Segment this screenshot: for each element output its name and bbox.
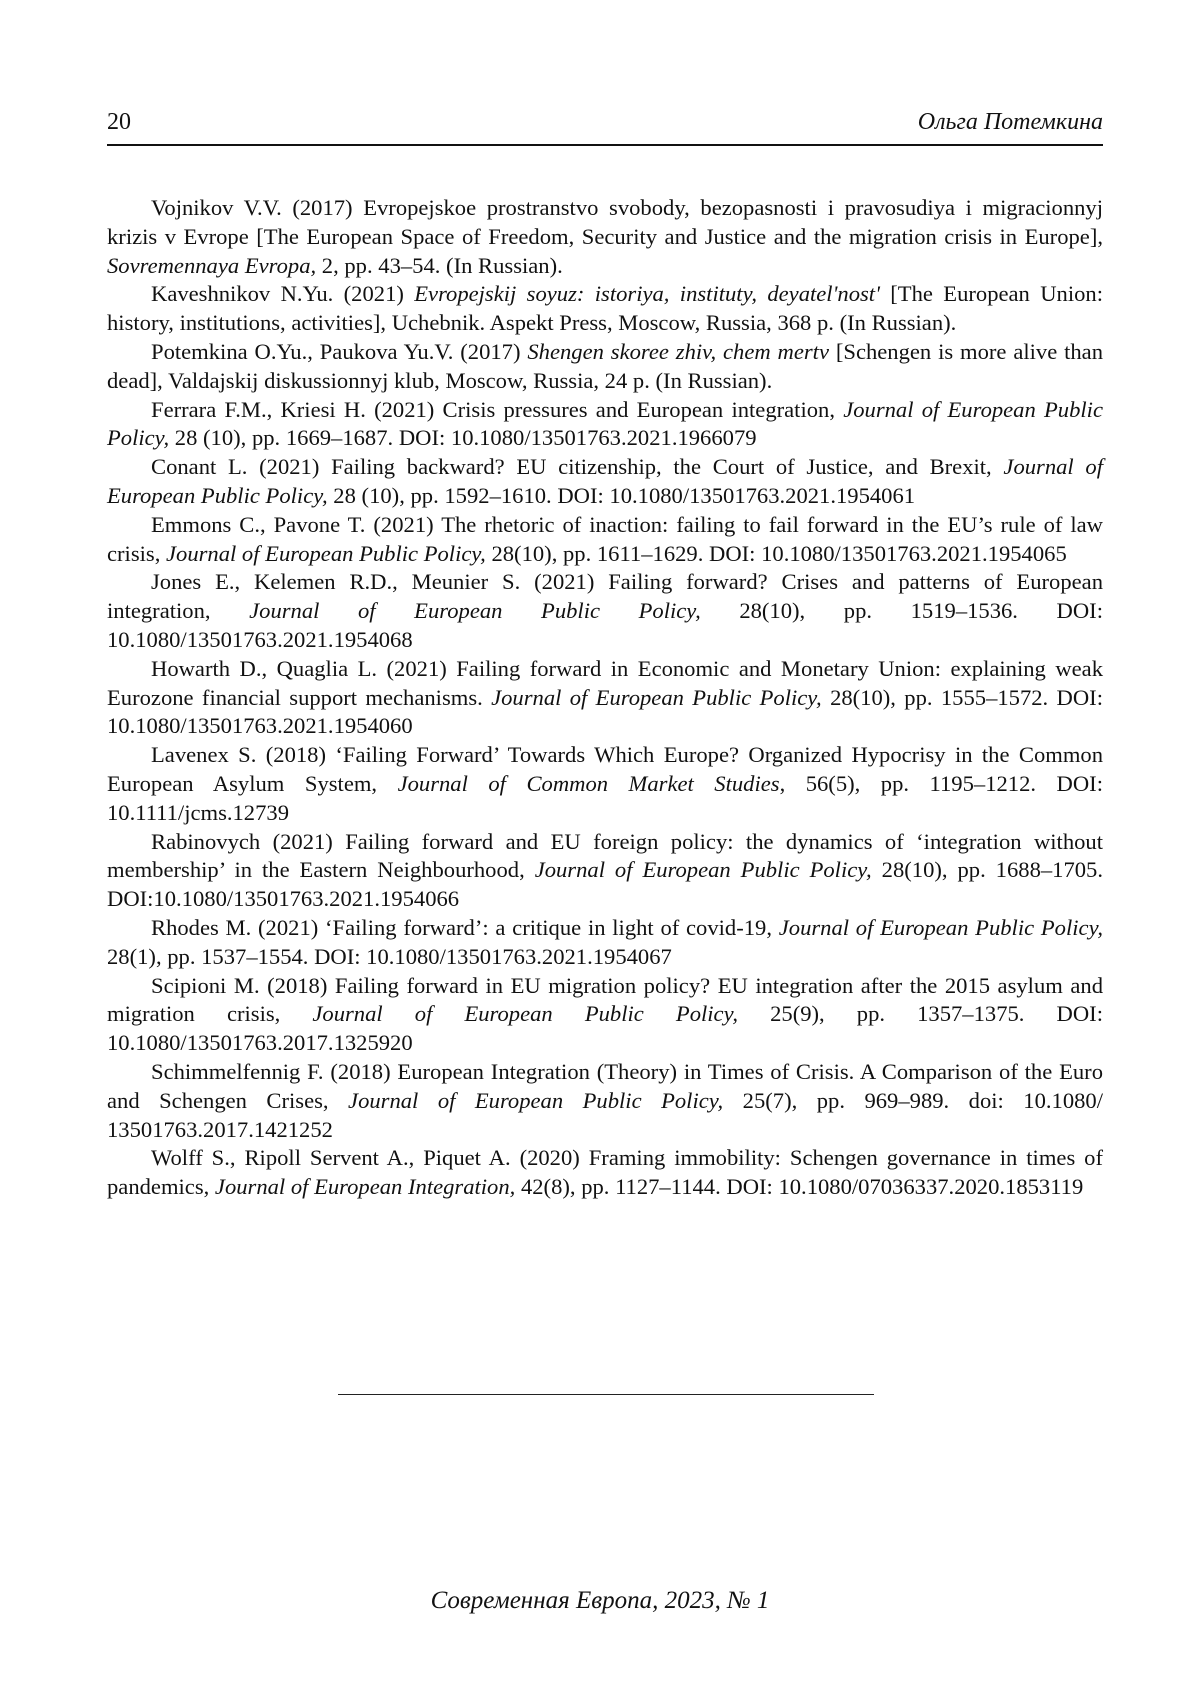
reference-item: Jones E., Kelemen R.D., Meunier S. (2021) Failing forward? Crises and patterns of European integration, Journal of European Public Policy, 28(10), pp. 1519–1536. DOI: 10.1080/13501763.2021.1954068: [107, 569, 1103, 652]
reference-item: Howarth D., Quaglia L. (2021) Failing forward in Economic and Monetary Union: explaining weak Eurozone financial support mechanisms. Journal of European Public Policy, 28(10), pp. 1555–1572. DOI: 10.1080/13501763.2021.1954060: [107, 655, 1103, 739]
journal-issue: Современная Европа, 2023, № 1: [430, 1587, 770, 1614]
reference-list: [107, 194, 1103, 1202]
running-head-author: Ольга Потемкина: [917, 109, 1103, 135]
reference-item: Emmons C., Pavone T. (2021) The rhetoric of inaction: failing to fail forward in the EU’s rule of law crisis, Journal of European Public Policy, 28(10), pp. 1611–1629. DOI: 10.1080/13501763.2021.1954065: [107, 511, 1103, 566]
reference-item: Lavenex S. (2018) ‘Failing Forward’ Towards Which Europe? Organized Hypocrisy in the Common European Asylum System, Journal of Common Market Studies, 56(5), pp. 1195–1212. DOI: 10.1111/jcms.12739: [107, 742, 1103, 825]
reference-item: Rabinovych (2021) Failing forward and EU foreign policy: the dynamics of ‘integration without membership’ in the Eastern Neighbourhood, Journal of European Public Policy, 28(10), pp. 1688–1705. DOI:10.1080/13501763.2021.1954066: [107, 828, 1103, 912]
reference-item: Rhodes M. (2021) ‘Failing forward’: a critique in light of covid-19, Journal of European Public Policy, 28(1), pp. 1537–1554. DOI: 10.1080/13501763.2021.1954067: [107, 914, 1103, 969]
reference-item: Scipioni M. (2018) Failing forward in EU migration policy? EU integration after the 2015 asylum and migration crisis, Journal of European Public Policy, 25(9), pp. 1357–1375. DOI: 10.1080/13501763.2017.1325920: [107, 972, 1103, 1056]
reference-item: Schimmelfennig F. (2018) European Integration (Theory) in Times of Crisis. A Comparison of the Euro and Schengen Crises, Journal of European Public Policy, 25(7), pp. 969–989. doi: 10.1080/ 13501763.2017.1421252: [107, 1058, 1104, 1142]
reference-item: Kaveshnikov N.Yu. (2021) Evropejskij soyuz: istoriya, instituty, deyatel'nost' [The European Union: history, institutions, activities], Uchebnik. Aspekt Press, Moscow, Russia, 368 p. (In Russian).: [107, 281, 1103, 336]
reference-item: Wolff S., Ripoll Servent A., Piquet A. (2020) Framing immobility: Schengen governance in times of pandemics, Journal of European Integration, 42(8), pp. 1127–1144. DOI: 10.1080/07036337.2020.1853119: [107, 1145, 1103, 1200]
reference-item: Conant L. (2021) Failing backward? EU citizenship, the Court of Justice, and Brexit, Journal of European Public Policy, 28 (10), pp. 1592–1610. DOI: 10.1080/13501763.2021.1954061: [107, 454, 1103, 508]
page-header: [107, 104, 1103, 146]
reference-item: Potemkina O.Yu., Paukova Yu.V. (2017) Shengen skoree zhiv, chem mertv [Schengen is more alive than dead], Valdajskij diskussionnyj klub, Moscow, Russia, 24 p. (In Russian).: [107, 338, 1103, 393]
reference-item: Vojnikov V.V. (2017) Evropejskoe prostranstvo svobody, bezopasnosti i pravosudiya i migracionnyj krizis v Evrope [The European Space of Freedom, Security and Justice and the migration crisis in Europe], Sovremennaya Evropa, 2, pp. 43–54. (In Russian).: [107, 195, 1103, 278]
reference-item: Ferrara F.M., Kriesi H. (2021) Crisis pressures and European integration, Journal of European Public Policy, 28 (10), pp. 1669–1687. DOI: 10.1080/13501763.2021.1966079: [107, 396, 1103, 451]
page-number: 20: [107, 109, 131, 135]
end-separator-line: [338, 1394, 874, 1395]
page-footer: [0, 1586, 1200, 1616]
